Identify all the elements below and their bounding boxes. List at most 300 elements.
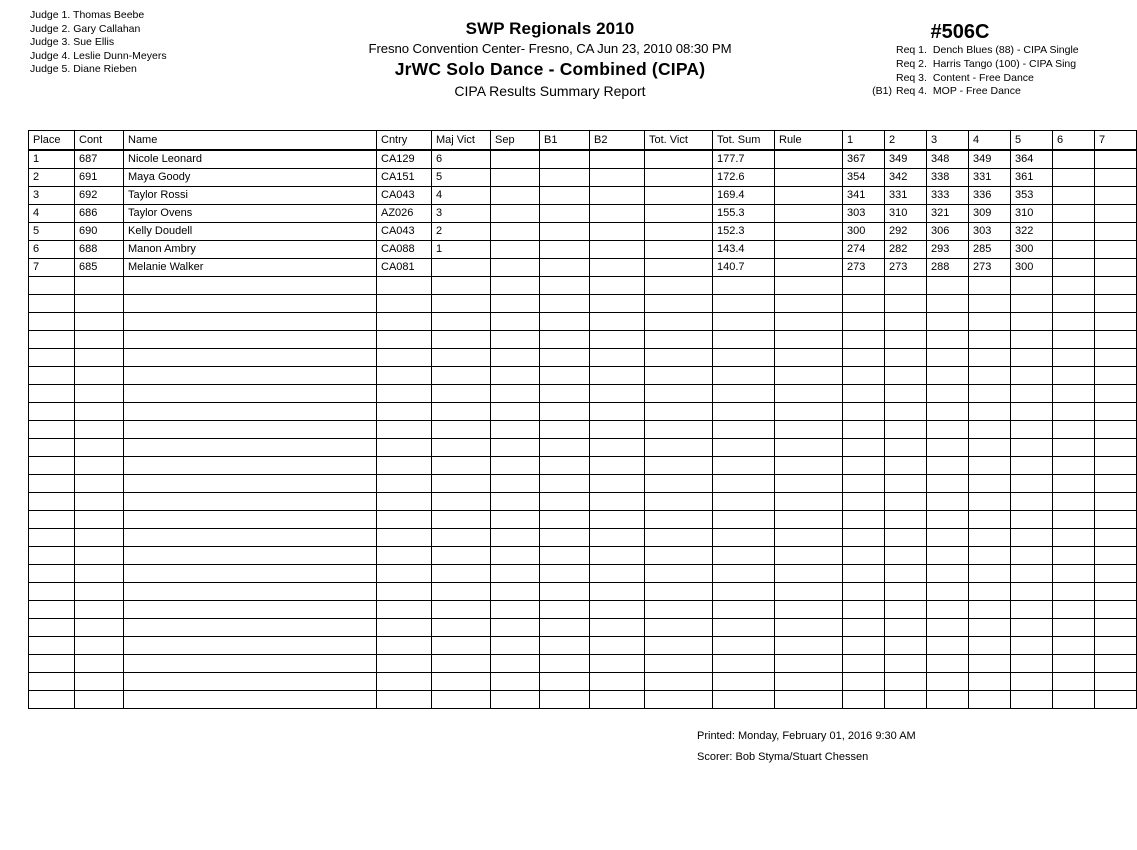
report-subtitle: CIPA Results Summary Report [454,83,646,99]
cell-empty [713,637,775,655]
cell-empty [843,457,885,475]
cell-empty [377,673,432,691]
cell-b2 [590,259,645,277]
cell-empty [75,475,124,493]
cell-tot-sum: 152.3 [713,223,775,241]
cell-judge-2-score: 331 [885,187,927,205]
cell-judge-6-score [1053,187,1095,205]
cell-empty [843,547,885,565]
cell-place: 7 [29,259,75,277]
table-row-empty[interactable] [29,439,1137,457]
cell-empty [713,601,775,619]
report-footer [697,726,1077,768]
cell-empty [645,673,713,691]
cell-empty [713,529,775,547]
cell-rule [775,169,843,187]
cell-cntry: CA043 [377,223,432,241]
cell-empty [540,529,590,547]
cell-empty [75,367,124,385]
cell-empty [1053,601,1095,619]
cell-maj-vict: 3 [432,205,491,223]
cell-empty [590,511,645,529]
cell-empty [927,673,969,691]
cell-empty [1095,385,1137,403]
cell-empty [1095,313,1137,331]
cell-empty [1095,601,1137,619]
cell-empty [1011,475,1053,493]
cell-empty [540,439,590,457]
table-row-empty[interactable] [29,619,1137,637]
cell-empty [540,493,590,511]
cell-empty [885,295,927,313]
cell-rule [775,223,843,241]
cell-empty [775,295,843,313]
cell-cntry: CA151 [377,169,432,187]
cell-empty [927,421,969,439]
cell-empty [885,349,927,367]
cell-judge-6-score [1053,205,1095,223]
cell-empty [491,385,540,403]
cell-empty [1011,565,1053,583]
cell-empty [1011,421,1053,439]
cell-empty [124,331,377,349]
cell-place: 4 [29,205,75,223]
cell-judge-4-score: 303 [969,223,1011,241]
cell-judge-2-score: 273 [885,259,927,277]
cell-judge-4-score: 309 [969,205,1011,223]
cell-empty [885,439,927,457]
cell-empty [885,547,927,565]
cell-empty [590,601,645,619]
judge-line [30,50,330,64]
cell-empty [927,457,969,475]
cell-empty [927,349,969,367]
cell-empty [1095,655,1137,673]
cell-empty [75,673,124,691]
cell-empty [75,457,124,475]
table-row-empty[interactable] [29,655,1137,673]
cell-empty [377,331,432,349]
cell-rule [775,187,843,205]
cell-empty [590,655,645,673]
table-row-empty[interactable] [29,313,1137,331]
cell-empty [927,547,969,565]
cell-empty [75,331,124,349]
column-header-cntry: Cntry [377,131,432,151]
cell-empty [75,439,124,457]
cell-empty [540,565,590,583]
cell-empty [645,295,713,313]
table-row-empty[interactable] [29,493,1137,511]
cell-empty [432,457,491,475]
cell-maj-vict: 6 [432,150,491,169]
cell-empty [1011,331,1053,349]
cell-empty [713,691,775,709]
cell-b1 [540,259,590,277]
cell-b1 [540,241,590,259]
cell-empty [124,691,377,709]
cell-empty [843,313,885,331]
cell-empty [377,655,432,673]
cell-empty [590,475,645,493]
cell-empty [969,367,1011,385]
cell-empty [885,601,927,619]
cell-empty [1095,691,1137,709]
cell-empty [432,583,491,601]
cell-judge-2-score: 349 [885,150,927,169]
cell-empty [927,655,969,673]
scorer-label: Scorer: [697,751,733,763]
cell-cntry: CA043 [377,187,432,205]
cell-empty [540,601,590,619]
judge-name: Diane Rieben [73,63,137,76]
cell-b2 [590,169,645,187]
cell-empty [540,673,590,691]
cell-empty [491,277,540,295]
cell-empty [927,691,969,709]
cell-empty [29,619,75,637]
requirement-line [830,85,1100,99]
table-row-empty[interactable] [29,421,1137,439]
cell-empty [775,601,843,619]
judge-number: 5. [61,63,71,76]
cell-empty [124,367,377,385]
cell-empty [491,619,540,637]
cell-empty [377,583,432,601]
table-row-empty[interactable] [29,691,1137,709]
table-row-empty[interactable] [29,673,1137,691]
judge-panel [30,9,330,77]
cell-judge-6-score [1053,241,1095,259]
cell-empty [29,367,75,385]
column-header-cont: Cont [75,131,124,151]
cell-empty [969,619,1011,637]
cell-empty [713,385,775,403]
cell-empty [29,511,75,529]
cell-empty [843,673,885,691]
table-row-empty[interactable] [29,277,1137,295]
cell-empty [124,349,377,367]
cell-empty [124,385,377,403]
cell-empty [1095,277,1137,295]
cell-empty [885,691,927,709]
scorer-value: Bob Styma/Stuart Chessen [735,751,869,763]
cell-empty [1095,367,1137,385]
cell-empty [713,277,775,295]
cell-empty [377,421,432,439]
table-row-empty[interactable] [29,331,1137,349]
table-row-empty[interactable] [29,475,1137,493]
table-row-empty[interactable] [29,349,1137,367]
table-row[interactable] [29,187,1137,205]
cell-empty [491,565,540,583]
table-row[interactable] [29,259,1137,277]
cell-empty [1053,673,1095,691]
table-row-empty[interactable] [29,403,1137,421]
cell-empty [713,619,775,637]
cell-empty [29,565,75,583]
cell-empty [885,457,927,475]
cell-empty [432,547,491,565]
cell-empty [491,295,540,313]
cell-empty [29,655,75,673]
table-row-empty[interactable] [29,457,1137,475]
cell-tot-vict [645,187,713,205]
cell-empty [713,475,775,493]
cell-empty [885,493,927,511]
cell-empty [645,565,713,583]
table-row-empty[interactable] [29,583,1137,601]
cell-empty [1053,529,1095,547]
table-row[interactable] [29,205,1137,223]
table-row-empty[interactable] [29,547,1137,565]
cell-empty [124,403,377,421]
table-row[interactable] [29,223,1137,241]
judge-label: Judge [30,22,59,35]
table-row[interactable] [29,150,1137,169]
cell-empty [540,421,590,439]
cell-b1 [540,187,590,205]
cell-empty [645,547,713,565]
cell-empty [377,349,432,367]
cell-judge-7-score [1095,150,1137,169]
cell-empty [713,421,775,439]
cell-empty [540,475,590,493]
cell-empty [1053,475,1095,493]
cell-empty [540,277,590,295]
cell-empty [590,547,645,565]
cell-empty [540,691,590,709]
column-header-judge-3: 3 [927,131,969,151]
cell-empty [1053,421,1095,439]
cell-empty [645,601,713,619]
cell-empty [432,619,491,637]
judge-name: Thomas Beebe [73,9,145,21]
cell-empty [969,583,1011,601]
cell-empty [843,583,885,601]
cell-judge-6-score [1053,169,1095,187]
cell-empty [29,547,75,565]
judge-name: Leslie Dunn-Meyers [73,49,167,62]
cell-empty [590,403,645,421]
cell-empty [1053,655,1095,673]
table-row-empty[interactable] [29,565,1137,583]
cell-empty [1095,457,1137,475]
printed-label: Printed: [697,730,735,742]
cell-empty [491,439,540,457]
cell-empty [124,529,377,547]
cell-judge-6-score [1053,223,1095,241]
column-header-judge-6: 6 [1053,131,1095,151]
cell-empty [969,475,1011,493]
cell-empty [590,673,645,691]
judge-name: Gary Callahan [73,22,141,35]
cell-empty [775,277,843,295]
cell-empty [1053,493,1095,511]
cell-empty [843,403,885,421]
cell-empty [1011,457,1053,475]
cell-empty [969,313,1011,331]
judge-number: 2. [61,22,71,35]
cell-empty [885,385,927,403]
cell-empty [1053,313,1095,331]
judge-line [30,36,330,50]
cell-tot-sum: 140.7 [713,259,775,277]
cell-empty [432,367,491,385]
cell-judge-7-score [1095,187,1137,205]
cell-empty [645,277,713,295]
cell-judge-4-score: 349 [969,150,1011,169]
table-header-row [29,131,1137,151]
cell-empty [29,601,75,619]
cell-empty [377,529,432,547]
cell-empty [775,511,843,529]
cell-empty [491,331,540,349]
cell-empty [969,349,1011,367]
table-row-empty[interactable] [29,295,1137,313]
cell-empty [29,439,75,457]
cell-empty [969,295,1011,313]
cell-empty [775,493,843,511]
cell-empty [775,691,843,709]
report-header [0,0,1100,120]
cell-empty [75,655,124,673]
cell-place: 5 [29,223,75,241]
cell-empty [1053,331,1095,349]
cell-empty [843,385,885,403]
cell-empty [1095,673,1137,691]
requirement-prefix: (B1) [872,85,892,98]
cell-empty [590,583,645,601]
cell-empty [713,583,775,601]
cell-empty [927,619,969,637]
cell-empty [927,403,969,421]
cell-cont: 686 [75,205,124,223]
cell-cont: 692 [75,187,124,205]
column-header-judge-2: 2 [885,131,927,151]
cell-empty [491,601,540,619]
cell-judge-7-score [1095,169,1137,187]
cell-empty [969,691,1011,709]
requirement-label: Req 3. [896,71,927,84]
title-panel [300,18,800,101]
cell-empty [885,511,927,529]
table-row-empty[interactable] [29,637,1137,655]
cell-empty [969,673,1011,691]
cell-judge-5-score: 300 [1011,259,1053,277]
cell-empty [75,349,124,367]
cell-empty [775,583,843,601]
cell-empty [1053,691,1095,709]
cell-name: Manon Ambry [124,241,377,259]
cell-empty [590,637,645,655]
cell-empty [124,673,377,691]
event-number: #506C [930,21,990,43]
cell-empty [927,385,969,403]
judge-label: Judge [30,49,59,62]
cell-rule [775,150,843,169]
cell-empty [843,349,885,367]
cell-empty [1053,277,1095,295]
cell-empty [124,583,377,601]
cell-empty [927,601,969,619]
cell-empty [713,367,775,385]
table-row[interactable] [29,169,1137,187]
cell-empty [969,277,1011,295]
cell-empty [775,403,843,421]
cell-empty [75,637,124,655]
cell-empty [75,529,124,547]
cell-sep [491,150,540,169]
table-row[interactable] [29,241,1137,259]
cell-empty [377,457,432,475]
cell-empty [969,601,1011,619]
cell-empty [377,313,432,331]
table-row-empty[interactable] [29,511,1137,529]
table-row-empty[interactable] [29,529,1137,547]
table-row-empty[interactable] [29,385,1137,403]
cell-b2 [590,241,645,259]
cell-empty [843,493,885,511]
cell-empty [75,403,124,421]
category-title: JrWC Solo Dance - Combined (CIPA) [394,59,706,79]
cell-judge-7-score [1095,259,1137,277]
cell-empty [540,295,590,313]
column-header-judge-5: 5 [1011,131,1053,151]
cell-empty [843,601,885,619]
cell-empty [1011,547,1053,565]
cell-empty [713,673,775,691]
cell-empty [432,295,491,313]
cell-judge-3-score: 333 [927,187,969,205]
cell-empty [927,475,969,493]
cell-empty [645,367,713,385]
cell-empty [75,583,124,601]
table-row-empty[interactable] [29,601,1137,619]
requirement-label: Req 4. [896,85,927,98]
cell-empty [124,457,377,475]
cell-empty [927,493,969,511]
cell-empty [432,673,491,691]
cell-empty [1011,313,1053,331]
cell-empty [843,637,885,655]
cell-empty [540,367,590,385]
cell-empty [927,277,969,295]
cell-empty [1095,439,1137,457]
cell-empty [1095,475,1137,493]
cell-tot-sum: 143.4 [713,241,775,259]
cell-empty [377,439,432,457]
cell-empty [124,655,377,673]
table-row-empty[interactable] [29,367,1137,385]
cell-empty [843,439,885,457]
cell-empty [775,313,843,331]
cell-empty [969,403,1011,421]
cell-empty [1011,529,1053,547]
cell-judge-1-score: 273 [843,259,885,277]
cell-empty [540,583,590,601]
cell-empty [75,565,124,583]
cell-empty [377,637,432,655]
cell-empty [645,637,713,655]
cell-empty [590,367,645,385]
cell-maj-vict [432,259,491,277]
cell-empty [124,421,377,439]
cell-name: Taylor Rossi [124,187,377,205]
cell-empty [713,511,775,529]
column-header-judge-4: 4 [969,131,1011,151]
cell-empty [885,637,927,655]
